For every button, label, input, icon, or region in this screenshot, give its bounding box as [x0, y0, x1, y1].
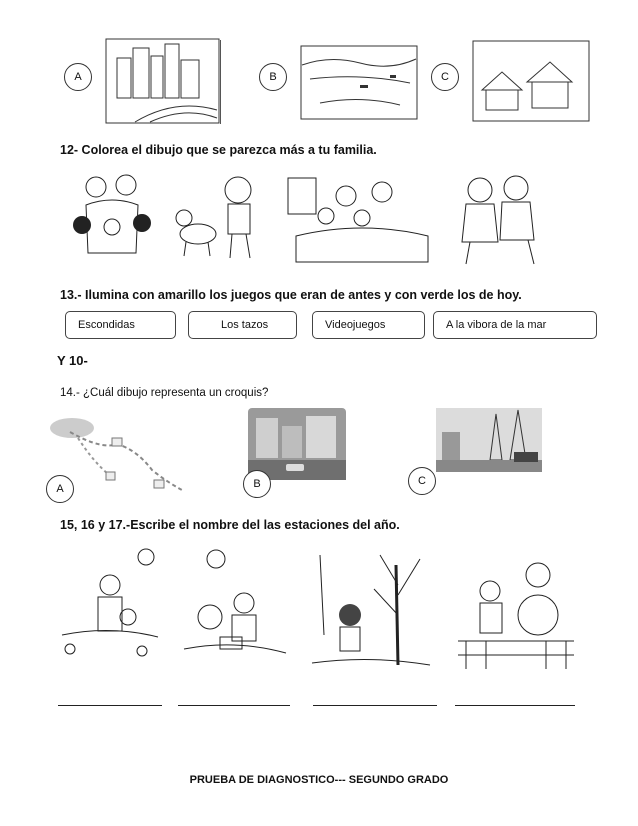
summer-season-drawing — [180, 545, 290, 670]
answer-line-1[interactable] — [58, 705, 162, 706]
question-12: 12- Colorea el dibujo que se parezca más a tu familia. — [60, 143, 377, 157]
option-videojuegos[interactable]: Videojuegos — [312, 311, 425, 339]
label-c: C — [408, 467, 436, 495]
label-b: B — [243, 470, 271, 498]
two-kids-drawing — [452, 172, 544, 267]
question-15-17: 15, 16 y 17.-Escribe el nombre del las estaciones del año. — [60, 518, 400, 532]
fragment-text: Y 10- — [57, 353, 88, 368]
mickey-family-drawing — [66, 165, 158, 260]
autumn-season-drawing — [310, 545, 432, 675]
city-drawing — [105, 38, 220, 124]
footer-title: PRUEBA DE DIAGNOSTICO--- SEGUNDO GRADO — [189, 774, 449, 786]
question-13: 13.- Ilumina con amarillo los juegos que eran de antes y con verde los de hoy. — [60, 288, 522, 302]
answer-line-4[interactable] — [455, 705, 575, 706]
houses-drawing — [472, 40, 590, 122]
label-a: A — [64, 63, 92, 91]
winter-season-drawing — [456, 545, 576, 675]
option-los-tazos[interactable]: Los tazos — [188, 311, 297, 339]
lake-drawing — [300, 45, 418, 120]
divider — [220, 40, 221, 124]
option-escondidas[interactable]: Escondidas — [65, 311, 176, 339]
city-street-photo — [248, 408, 346, 480]
option-vibora-de-la-mar[interactable]: A la vibora de la mar — [433, 311, 597, 339]
label-a: A — [46, 475, 74, 503]
answer-line-2[interactable] — [178, 705, 290, 706]
paris-street-photo — [436, 408, 542, 472]
family-sofa-drawing — [286, 176, 438, 266]
label-c: C — [431, 63, 459, 91]
answer-line-3[interactable] — [313, 705, 437, 706]
question-14: 14.- ¿Cuál dibujo representa un croquis? — [60, 387, 269, 399]
spring-season-drawing — [58, 545, 162, 670]
boy-and-dog-drawing — [170, 172, 270, 267]
label-b: B — [259, 63, 287, 91]
